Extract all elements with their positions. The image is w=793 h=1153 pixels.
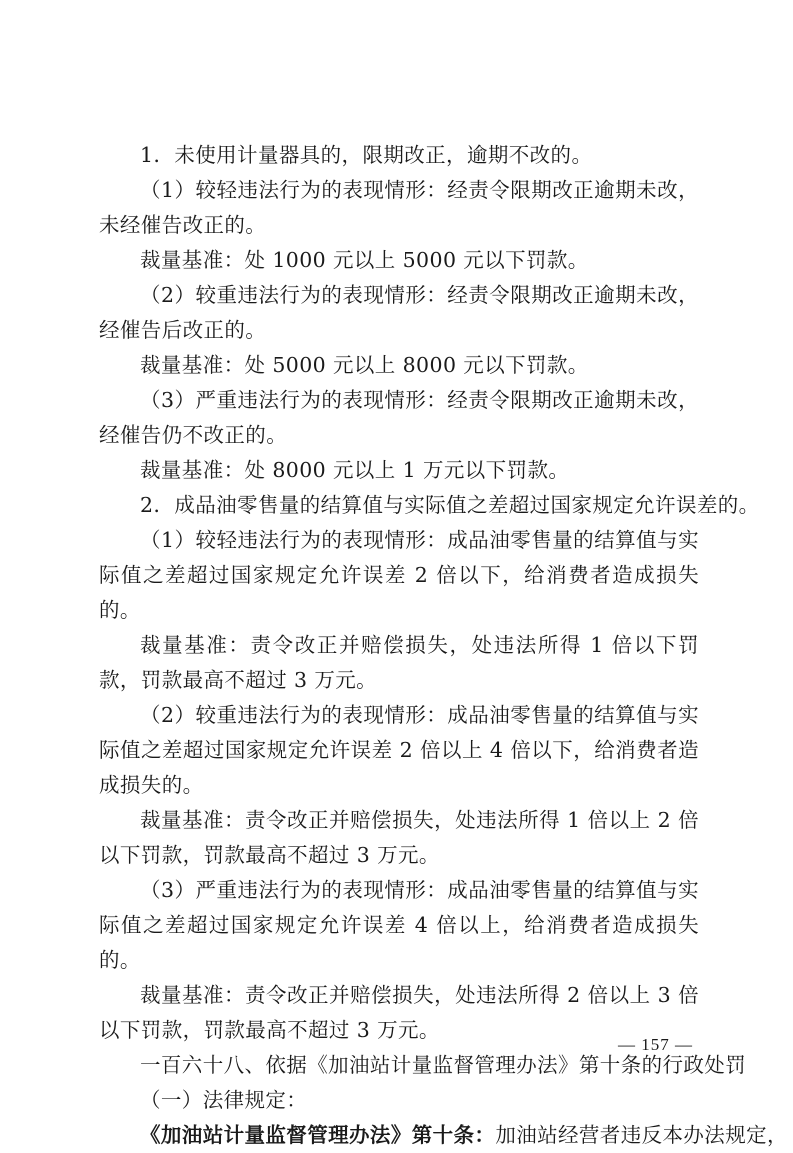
- paragraph-penalty-standard: 裁量基准：责令改正并赔偿损失，处违法所得 1 倍以上 2 倍以下罚款，罚款最高不超过 3 万元。: [99, 808, 699, 867]
- paragraph-item-2-heading: 2．成品油零售量的结算值与实际值之差超过国家规定允许误差的。: [140, 493, 760, 517]
- section-heading-168: 一百六十八、依据《加油站计量监督管理办法》第十条的行政处罚: [140, 1053, 747, 1077]
- paragraph-penalty-standard: 裁量基准：责令改正并赔偿损失，处违法所得 1 倍以下罚款，罚款最高不超过 3 万元。: [99, 633, 699, 692]
- paragraph-minor-violation: （1）较轻违法行为的表现情形：成品油零售量的结算值与实际值之差超过国家规定允许误差 2 倍以下，给消费者造成损失的。: [99, 528, 699, 622]
- paragraph-penalty-standard: 裁量基准：处 8000 元以上 1 万元以下罚款。: [140, 458, 570, 482]
- paragraph-severe-violation: （3）严重违法行为的表现情形：成品油零售量的结算值与实际值之差超过国家规定允许误差 4 倍以上，给消费者造成损失的。: [99, 878, 699, 972]
- paragraph-severe-violation: （3）严重违法行为的表现情形：经责令限期改正逾期未改，经催告仍不改正的。: [99, 388, 699, 447]
- paragraph-article-10: [99, 1118, 788, 1153]
- article-text: 加油站经营者违反本办法规定，: [495, 1123, 788, 1147]
- paragraph-serious-violation: （2）较重违法行为的表现情形：成品油零售量的结算值与实际值之差超过国家规定允许误差 2 倍以上 4 倍以下，给消费者造成损失的。: [99, 703, 699, 797]
- subsection-heading-legal-provisions: （一）法律规定：: [140, 1088, 308, 1112]
- article-citation: 《加油站计量监督管理办法》第十条：: [140, 1123, 496, 1147]
- paragraph-minor-violation: （1）较轻违法行为的表现情形：经责令限期改正逾期未改，未经催告改正的。: [99, 178, 699, 237]
- paragraph-penalty-standard: 裁量基准：处 5000 元以上 8000 元以下罚款。: [140, 353, 589, 377]
- paragraph-penalty-standard: 裁量基准：责令改正并赔偿损失，处违法所得 2 倍以上 3 倍以下罚款，罚款最高不超过 3 万元。: [99, 983, 699, 1042]
- paragraph-serious-violation: （2）较重违法行为的表现情形：经责令限期改正逾期未改，经催告后改正的。: [99, 283, 699, 342]
- page-number: — 157 —: [618, 1035, 693, 1054]
- document-body: [99, 138, 788, 1153]
- paragraph-item-1-heading: 1．未使用计量器具的，限期改正，逾期不改的。: [140, 143, 593, 167]
- paragraph-penalty-standard: 裁量基准：处 1000 元以上 5000 元以下罚款。: [140, 248, 589, 272]
